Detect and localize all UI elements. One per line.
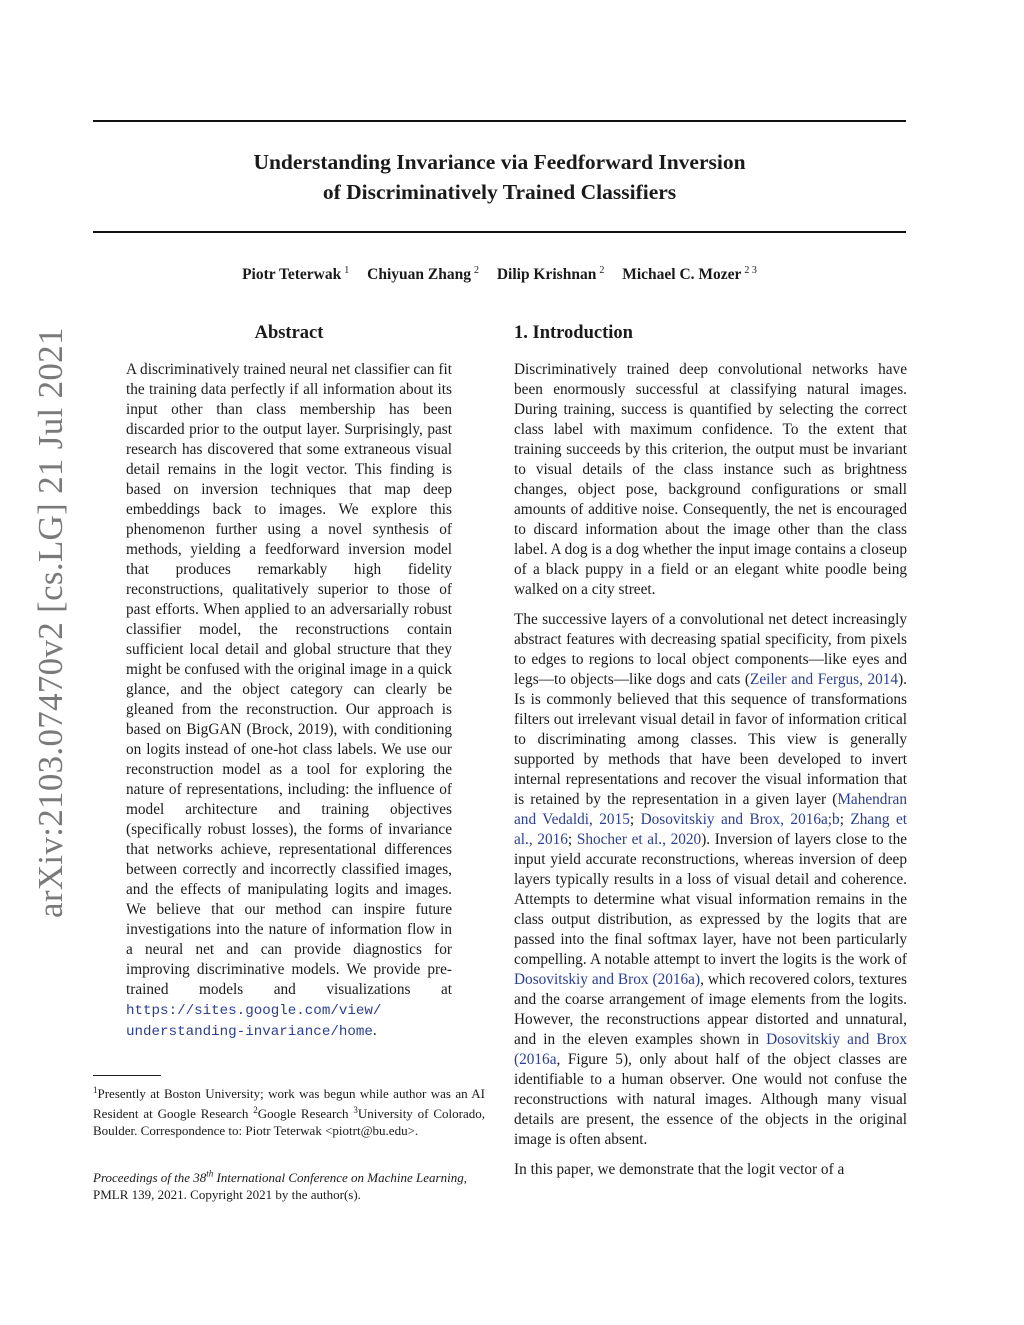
author-list <box>93 265 906 284</box>
project-url[interactable]: https://sites.google.com/view/ understanding-invariance/home <box>126 1003 382 1040</box>
author-affiliation: 2 <box>599 265 605 276</box>
title-top-rule <box>93 120 906 122</box>
citation-link[interactable]: Dosovitskiy and Brox, 2016a;b <box>640 811 840 828</box>
intro-paragraph-2: The successive layers of a convolutional net detect increasingly abstract features with decreasing spatial specificity, from pixels to edges to regions to local object components—like eyes and legs—to objects—like dogs and cats (Zeiler and Fergus, 2014). Is is commonly believed that this sequence of transformations filters out irrelevant visual detail in favor of information critical to discriminating among classes. This view is generally supported by methods that have been developed to invert internal representations and recover the visual information that is retained by the representation in a given layer (Mahendran and Vedaldi, 2015; Dosovitskiy and Brox, 2016a;b; Zhang et al., 2016; Shocher et al., 2020). Inversion of layers close to the input yield accurate reconstructions, whereas inversion of deep layers typically results in a loss of visual detail and coherence. Attempts to determine what visual information remains in the class output distribution, as expressed by the logits that are passed into the final softmax layer, have not been particularly compelling. A notable attempt to invert the logits is the work of Dosovitskiy and Brox (2016a), which recovered colors, textures and the coarse arrangement of image elements from the logits. However, the reconstructions appear distorted and unnatural, and in the eleven examples shown in Dosovitskiy and Brox (2016a, Figure 5), only about half of the object classes are identifiable to a human observer. One would not confuse the reconstructions with natural images. Although many visual details are present, the essence of the objects in the original image is often absent. <box>514 611 908 1148</box>
author: Dilip Krishnan $^2$ <box>496 265 605 283</box>
footnote-3: University of Colorado, Boulder. Correspondence to: Piotr Teterwak <piotrt@bu.edu>. <box>93 1106 485 1138</box>
title-line-2: of Discriminatively Trained Classifiers <box>322 180 677 204</box>
author: Michael C. Mozer $^{2 3}$ <box>622 265 757 283</box>
author-affiliation: 2 <box>473 265 479 276</box>
author: Chiyuan Zhang $^2$ <box>367 265 479 283</box>
proceedings-note: Proceedings of the 38th International Conference on Machine Learning, PMLR 139, 2021. Copyright 2021 by the author(s). <box>93 1169 467 1203</box>
intro-paragraph-1: Discriminatively trained deep convolutional networks have been enormously successful at classifying natural images. During training, success is quantified by selecting the correct class label with maximum confidence. To the extent that training succeeds by this criterion, the output must be invariant to visual details of the class instance such as brightness changes, object pose, background configurations or small amounts of additive noise. Consequently, the net is encouraged to discard information about the image other than the class label. A dog is a dog whether the input image contains a closeup of a black puppy in a field or an elegant white poodle being walked on a city street. <box>514 361 907 598</box>
introduction-heading: 1. Introduction <box>514 323 633 343</box>
footnote-rule <box>93 1075 161 1076</box>
paper-title <box>93 147 906 207</box>
intro-paragraph-3: In this paper, we demonstrate that the logit vector of a <box>514 1161 845 1178</box>
citation-link[interactable]: Mahendran and Vedaldi, 2015 <box>514 791 907 828</box>
citation-link[interactable]: Shocher et al., 2020 <box>576 831 702 848</box>
citation-link[interactable]: Zhang et al., 2016 <box>514 811 907 848</box>
author-affiliation: 1 <box>344 265 350 276</box>
author-affiliation: 2 3 <box>744 265 757 276</box>
arxiv-stamp: arXiv:2103.07470v2 [cs.LG] 21 Jul 2021 <box>31 327 70 918</box>
citation-link[interactable]: Dosovitskiy and Brox (2016a <box>514 1031 907 1068</box>
footnote-2: Google Research <box>257 1106 349 1121</box>
citation-link[interactable]: Zeiler and Fergus, 2014 <box>750 671 899 688</box>
title-bottom-rule <box>93 231 906 233</box>
title-line-1: Understanding Invariance via Feedforward Inversion <box>253 150 746 174</box>
introduction-column <box>514 320 907 1180</box>
abstract-body: A discriminatively trained neural net classifier can fit the training data perfectly if all information about its input other than class membership has been discarded prior to the output layer. Surprisingly, past research has discovered that some extraneous visual detail remains in the logit vector. This finding is based on inversion techniques that map deep embeddings back to images. We explore this phenomenon further using a novel synthesis of methods, yielding a feedforward inversion model that produces remarkably high fidelity reconstructions, qualitatively superior to those of past efforts. When applied to an adversarially robust classifier model, the reconstructions contain sufficient local detail and global structure that they might be confused with the original image in a quick glance, and the object category can clearly be gleaned from the reconstruction. Our approach is based on BigGAN (Brock, 2019), with conditioning on logits instead of one-hot class labels. We use our reconstruction model as a tool for exploring the nature of representations, including: the influence of model architecture and training objectives (specifically robust losses), the forms of invariance that networks achieve, representational differences between correctly and incorrectly classified images, and the effects of manipulating logits and images. We believe that our method can inspire future investigations into the nature of information flow in a neural net and can provide diagnostics for improving discriminative models. We provide pre-trained models and visualizations at https://sites.google.com/view/ understanding-invariance/home. <box>126 361 452 1040</box>
abstract-heading: Abstract <box>254 323 324 343</box>
author: Piotr Teterwak $^1$ <box>242 265 350 283</box>
abstract-column <box>126 320 452 1042</box>
footnote-1: Presently at Boston University; work was begun while author was an AI Resident at Google Research <box>93 1086 485 1121</box>
footnotes: $^1$Presently at Boston University; work was begun while author was an AI Resident at Google Research $^2$Google Research $^3$University of Colorado, Boulder. Correspondence to: Piotr Teterwak <piotrt@bu.edu>. <box>93 1085 485 1138</box>
citation-link[interactable]: Dosovitskiy and Brox (2016a) <box>514 971 701 988</box>
